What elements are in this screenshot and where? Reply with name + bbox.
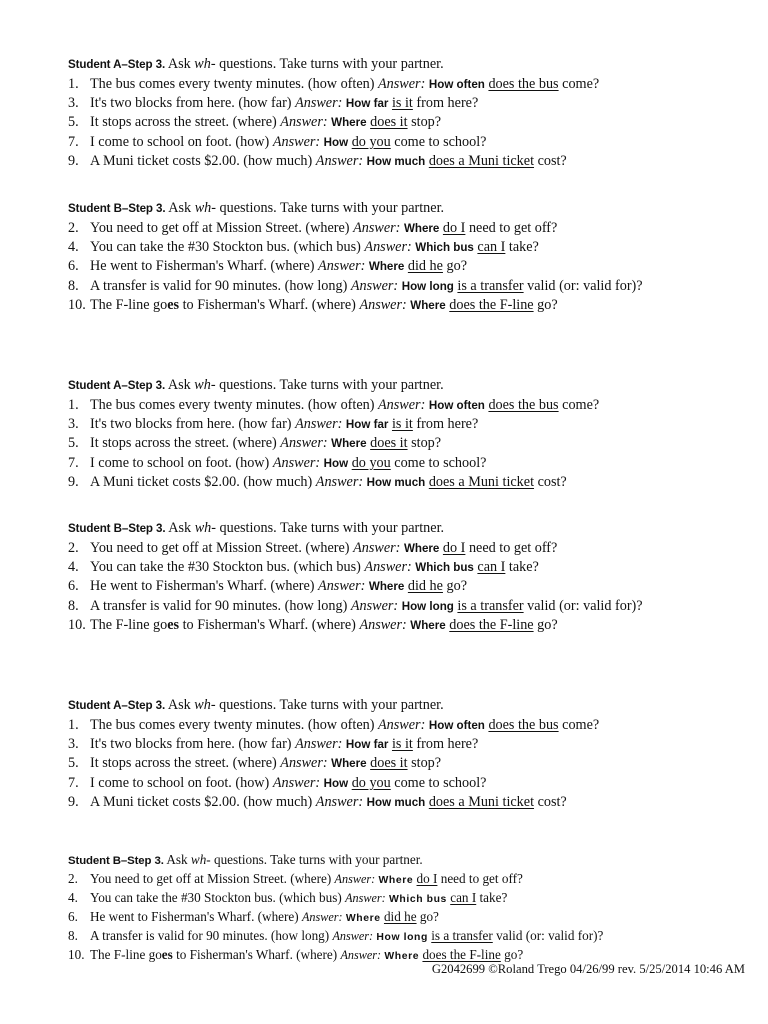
exercise-item: 8. A transfer is valid for 90 minutes. (how long) Answer: How long is a transfer valid (or: valid for)? <box>68 928 604 944</box>
section-label: Student A–Step 3. <box>68 379 166 392</box>
exercise-item: 4. You can take the #30 Stockton bus. (which bus) Answer: Which bus can I take? <box>68 239 539 255</box>
exercise-item: 3. It's two blocks from here. (how far) Answer: How far is it from here? <box>68 95 479 111</box>
student-a-section <box>68 376 748 493</box>
exercise-item: 9. A Muni ticket costs $2.00. (how much) Answer: How much does a Muni ticket cost? <box>68 474 567 491</box>
student-b-section <box>68 851 748 966</box>
exercise-item: 6. He went to Fisherman's Wharf. (where) Answer: Where did he go? <box>68 578 467 595</box>
section-label: Student B–Step 3. <box>68 855 164 867</box>
exercise-item: 5. It stops across the street. (where) Answer: Where does it stop? <box>68 755 442 772</box>
exercise-item: 3. It's two blocks from here. (how far) Answer: How far is it from here? <box>68 736 479 752</box>
exercise-item: 2. You need to get off at Mission Street. (where) Answer: Where do I need to get off? <box>68 871 523 887</box>
section-label: Student B–Step 3. <box>68 202 166 215</box>
section-label: Student A–Step 3. <box>68 699 166 712</box>
exercise-item: 1. The bus comes every twenty minutes. (how often) Answer: How often does the bus come? <box>68 75 600 92</box>
exercise-item: 10. The F-line goes to Fisherman's Wharf. (where) Answer: Where does the F-line go? <box>68 297 558 314</box>
section-heading: Student B–Step 3. Ask wh- questions. Take turns with your partner. <box>68 852 423 867</box>
document-footer: G2042699 ©Roland Trego 04/26/99 rev. 5/25/2014 10:46 AM <box>431 962 745 976</box>
exercise-item: 1. The bus comes every twenty minutes. (how often) Answer: How often does the bus come? <box>68 716 600 733</box>
exercise-item: 8. A transfer is valid for 90 minutes. (how long) Answer: How long is a transfer valid (or: valid for)? <box>68 597 643 614</box>
student-b-section <box>68 199 748 316</box>
exercise-item: 3. It's two blocks from here. (how far) Answer: How far is it from here? <box>68 416 479 432</box>
exercise-item: 9. A Muni ticket costs $2.00. (how much) Answer: How much does a Muni ticket cost? <box>68 153 567 170</box>
exercise-item: 5. It stops across the street. (where) Answer: Where does it stop? <box>68 435 442 452</box>
exercise-item: 4. You can take the #30 Stockton bus. (which bus) Answer: Which bus can I take? <box>68 890 508 906</box>
exercise-item: 8. A transfer is valid for 90 minutes. (how long) Answer: How long is a transfer valid (or: valid for)? <box>68 277 643 294</box>
section-label: Student A–Step 3. <box>68 58 166 71</box>
exercise-item: 10. The F-line goes to Fisherman's Wharf. (where) Answer: Where does the F-line go? <box>68 947 524 963</box>
exercise-item: 9. A Muni ticket costs $2.00. (how much) Answer: How much does a Muni ticket cost? <box>68 794 567 811</box>
student-b-section <box>68 519 748 636</box>
exercise-item: 4. You can take the #30 Stockton bus. (which bus) Answer: Which bus can I take? <box>68 559 539 575</box>
exercise-item: 2. You need to get off at Mission Street. (where) Answer: Where do I need to get off? <box>68 539 558 556</box>
section-heading: Student A–Step 3. Ask wh- questions. Take turns with your partner. <box>68 377 444 393</box>
exercise-item: 7. I come to school on foot. (how) Answer: How do you come to school? <box>68 454 487 471</box>
section-heading: Student B–Step 3. Ask wh- questions. Take turns with your partner. <box>68 200 445 216</box>
exercise-item: 10. The F-line goes to Fisherman's Wharf. (where) Answer: Where does the F-line go? <box>68 617 558 634</box>
student-a-section <box>68 696 748 813</box>
section-heading: Student A–Step 3. Ask wh- questions. Take turns with your partner. <box>68 56 444 72</box>
exercise-item: 5. It stops across the street. (where) Answer: Where does it stop? <box>68 114 442 131</box>
exercise-item: 6. He went to Fisherman's Wharf. (where) Answer: Where did he go? <box>68 909 439 925</box>
section-heading: Student A–Step 3. Ask wh- questions. Take turns with your partner. <box>68 697 444 713</box>
section-label: Student B–Step 3. <box>68 522 166 535</box>
exercise-item: 7. I come to school on foot. (how) Answer: How do you come to school? <box>68 774 487 791</box>
section-heading: Student B–Step 3. Ask wh- questions. Take turns with your partner. <box>68 520 445 536</box>
exercise-item: 1. The bus comes every twenty minutes. (how often) Answer: How often does the bus come? <box>68 396 600 413</box>
exercise-item: 7. I come to school on foot. (how) Answer: How do you come to school? <box>68 133 487 150</box>
exercise-item: 6. He went to Fisherman's Wharf. (where) Answer: Where did he go? <box>68 258 467 275</box>
student-a-section <box>68 55 748 172</box>
exercise-item: 2. You need to get off at Mission Street. (where) Answer: Where do I need to get off? <box>68 219 558 236</box>
